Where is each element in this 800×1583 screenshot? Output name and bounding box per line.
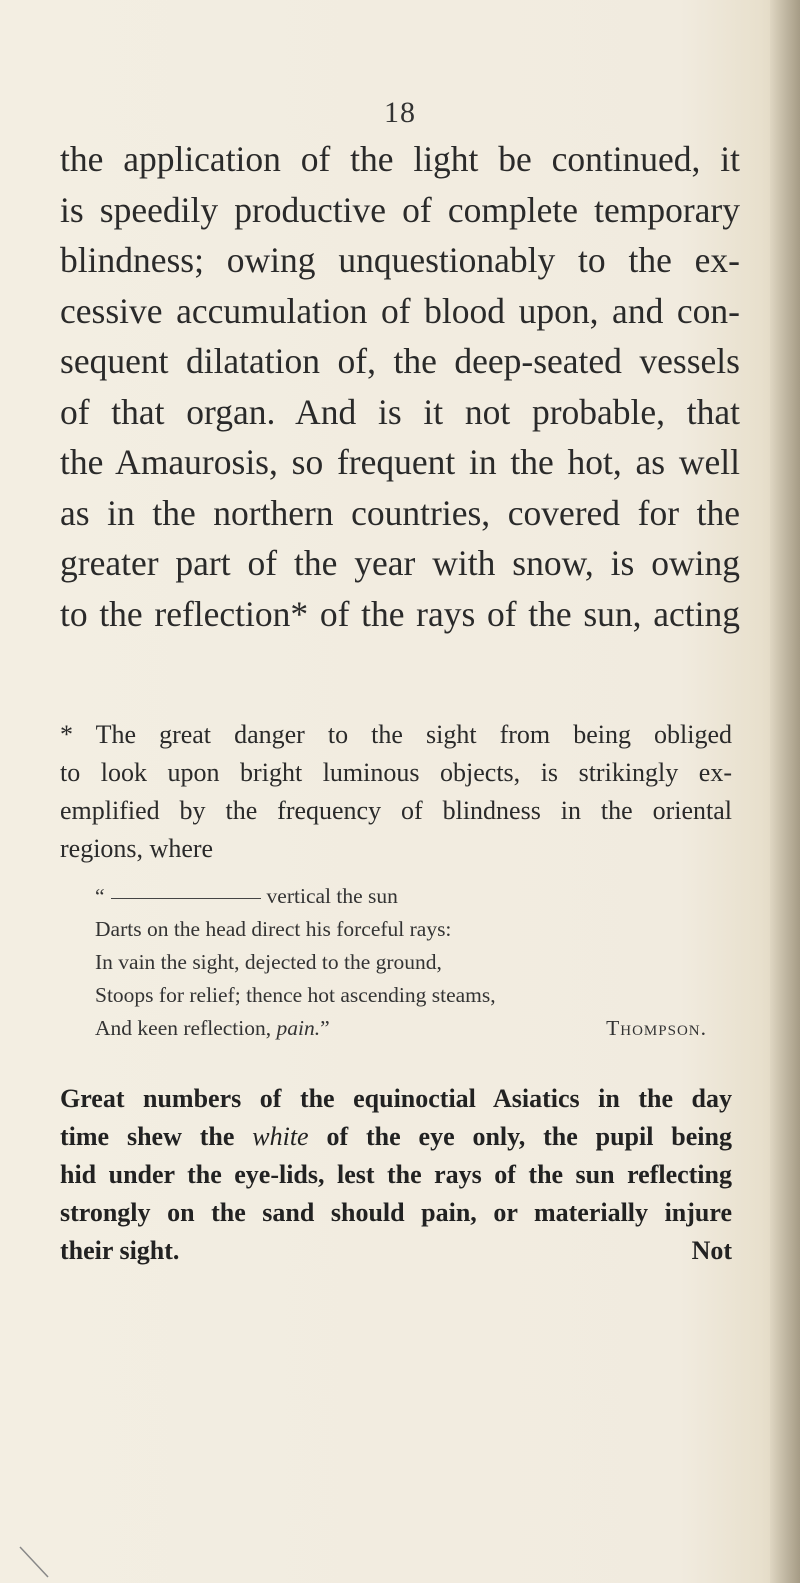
footnote-line: to look upon bright luminous objects, is strikingly ex- (60, 758, 732, 787)
main-line: of that organ. And is it not probable, that (60, 391, 740, 432)
footnote-line: emplified by the frequency of blindness in the oriental (60, 796, 732, 825)
verse-line: In vain the sight, dejected to the ground, (95, 950, 442, 974)
main-line: is speedily productive of complete temporary (60, 189, 740, 230)
footnote2-line: hid under the eye-lids, lest the rays of the sun reflecting (60, 1160, 732, 1189)
footnote-line: * The great danger to the sight from being obliged (60, 720, 732, 749)
catchword: Not (691, 1236, 732, 1265)
main-line: greater part of the year with snow, is owing (60, 543, 740, 583)
page-number: 18 (384, 96, 416, 129)
verse-attribution: Thompson. (606, 1016, 707, 1040)
footnote-line: regions, where (60, 834, 214, 863)
page-edge-shadow (770, 0, 800, 1583)
main-line: the Amaurosis, so frequent in the hot, as well (60, 442, 740, 482)
verse-quotation (95, 880, 725, 1045)
main-line: as in the northern countries, covered for the (60, 492, 740, 533)
footnote (60, 716, 732, 868)
main-line: the application of the light be continued, it (60, 139, 740, 179)
footnote2-post: of the eye only, the pupil being (326, 1122, 732, 1151)
verse-line: Stoops for relief; thence hot ascending steams, (95, 983, 496, 1007)
main-line: cessive accumulation of blood upon, and con- (60, 290, 740, 331)
footnote2-end: their sight. (60, 1236, 180, 1265)
verse-dash (111, 898, 261, 899)
main-line: to the reflection* of the rays of the sun, acting (60, 593, 740, 634)
main-line: blindness; owing unquestionably to the ex- (60, 240, 740, 280)
footnote2-line (60, 1118, 732, 1156)
verse-last-prefix: And keen reflection, (95, 1016, 272, 1040)
footnote2-line: Great numbers of the equinoctial Asiatics in the day (60, 1084, 732, 1113)
close-quote: ” (320, 1016, 330, 1040)
open-quote: “ (95, 884, 105, 908)
footnote2-pre: time shew the (60, 1122, 235, 1151)
footnote2-last-line (60, 1232, 732, 1270)
verse-last-line (95, 1012, 725, 1045)
footnote2-italic: white (252, 1122, 309, 1151)
footnote2-line: strongly on the sand should pain, or materially injure (60, 1198, 732, 1227)
verse-first-line (95, 880, 725, 913)
corner-scratch-mark (18, 1545, 52, 1579)
main-line: sequent dilatation of, the deep-seated vessels (60, 341, 740, 381)
verse-line: Darts on the head direct his forceful rays: (95, 917, 452, 941)
main-text (60, 134, 740, 639)
footnote-continuation (60, 1080, 732, 1270)
verse-last-italic: pain. (276, 1016, 321, 1040)
verse-first-text: vertical the sun (266, 884, 398, 908)
